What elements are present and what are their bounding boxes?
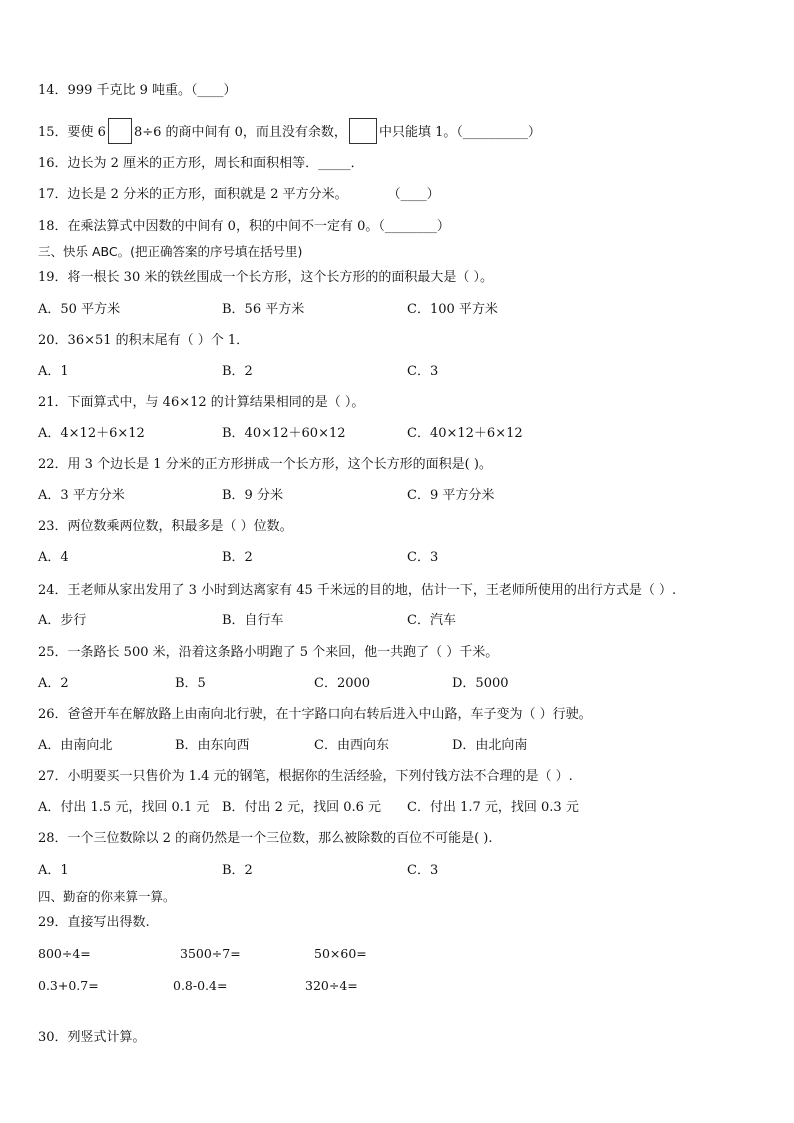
question-25: 25．一条路长 500 米，沿着这条路小明跑了 5 个来回，他一共跑了（ ）千米。 <box>38 645 499 660</box>
question-30: 30．列竖式计算。 <box>38 1030 146 1045</box>
q28-option-a: A．1 <box>38 863 69 878</box>
q21-option-c: C．40×12＋6×12 <box>407 426 523 441</box>
q18-blank: ________ <box>384 219 437 234</box>
q17-blank: （____） <box>387 187 440 202</box>
question-22: 22．用 3 个边长是 1 分米的正方形拼成一个长方形，这个长方形的面积是( )。 <box>38 457 492 472</box>
q19-option-a: A．50 平方米 <box>38 302 121 317</box>
q28-option-b: B．2 <box>222 863 253 878</box>
q26-option-c: C．由西向东 <box>314 738 389 753</box>
q18-end: ） <box>436 219 450 234</box>
q23-option-a: A．4 <box>38 550 69 565</box>
question-29: 29．直接写出得数. <box>38 915 150 930</box>
q20-option-a: A．1 <box>38 364 69 379</box>
q23-option-c: C．3 <box>407 550 439 565</box>
q23-option-b: B．2 <box>222 550 253 565</box>
question-23: 23．两位数乘两位数，积最多是（ ）位数。 <box>38 519 293 534</box>
q14-end: ） <box>223 83 237 98</box>
q15-text-b: 8÷6 的商中间有 0，而且没有余数， <box>133 125 347 140</box>
question-26: 26．爸爸开车在解放路上由南向北行驶，在十字路口向右转后进入中山路，车子变为（ ）行驶。 <box>38 707 592 722</box>
q27-option-b: B．付出 2 元，找回 0.6 元 <box>222 800 382 815</box>
q29-calc-1: 800÷4= <box>38 946 91 961</box>
q17-text: 17．边长是 2 分米的正方形，面积就是 2 平方分米。 <box>38 187 348 202</box>
q24-option-b: B．自行车 <box>222 613 284 628</box>
q29-calc-2: 3500÷7= <box>180 946 241 961</box>
q15-text-c: 中只能填 1。（ <box>378 125 463 140</box>
q15-text-a: 15．要使 6 <box>38 125 106 140</box>
q26-option-a: A．由南向北 <box>38 738 113 753</box>
q29-calc-4: 0.3+0.7= <box>38 978 99 993</box>
question-19: 19．将一根长 30 米的铁丝围成一个长方形，这个长方形的的面积最大是（ ）。 <box>38 270 493 285</box>
q16-blank: _____ <box>318 156 351 171</box>
section-4-heading: 四、勤奋的你来算一算。 <box>38 889 176 904</box>
q15-end: ） <box>527 125 541 140</box>
question-15 <box>38 118 541 144</box>
q28-option-c: C．3 <box>407 863 439 878</box>
q16-end: ． <box>350 156 364 171</box>
question-21: 21．下面算式中，与 46×12 的计算结果相同的是（ ）。 <box>38 395 365 410</box>
q24-option-a: A．步行 <box>38 613 87 628</box>
q24-option-c: C．汽车 <box>407 613 456 628</box>
q29-calc-6: 320÷4= <box>305 978 358 993</box>
question-28: 28．一个三位数除以 2 的商仍然是一个三位数，那么被除数的百位不可能是( ). <box>38 831 493 846</box>
q20-option-c: C．3 <box>407 364 439 379</box>
q29-calc-5: 0.8-0.4= <box>173 978 228 993</box>
q19-option-b: B．56 平方米 <box>222 302 305 317</box>
q21-option-b: B．40×12＋60×12 <box>222 426 346 441</box>
q25-option-b: B．5 <box>175 676 206 691</box>
q27-option-a: A．付出 1.5 元，找回 0.1 元 <box>38 800 210 815</box>
q22-option-a: A．3 平方分米 <box>38 488 125 503</box>
question-18 <box>38 218 450 236</box>
question-16 <box>38 155 364 173</box>
q19-option-c: C．100 平方米 <box>407 302 498 317</box>
q26-option-d: D．由北向南 <box>452 738 528 753</box>
q20-option-b: B．2 <box>222 364 253 379</box>
question-17 <box>38 186 440 204</box>
q22-option-c: C．9 平方分米 <box>407 488 495 503</box>
question-24: 24．王老师从家出发用了 3 小时到达离家有 45 千米远的目的地，估计一下，王老师所使用的出行方式是（ ）. <box>38 583 677 598</box>
q25-option-a: A．2 <box>38 676 69 691</box>
answer-box <box>349 118 377 144</box>
q25-option-c: C．2000 <box>314 676 371 691</box>
q16-text: 16．边长为 2 厘米的正方形，周长和面积相等． <box>38 156 319 171</box>
q14-text: 14．999 千克比 9 吨重。（ <box>38 83 198 98</box>
q15-blank: __________ <box>462 125 528 140</box>
q21-option-a: A．4×12＋6×12 <box>38 426 145 441</box>
q18-text: 18．在乘法算式中因数的中间有 0，积的中间不一定有 0。（ <box>38 219 385 234</box>
question-27: 27．小明要买一只售价为 1.4 元的钢笔，根据你的生活经验，下列付钱方法不合理的是（ ）. <box>38 769 573 784</box>
section-3-heading: 三、快乐 ABC。(把正确答案的序号填在括号里) <box>38 244 303 259</box>
q26-option-b: B．由东向西 <box>175 738 250 753</box>
question-20: 20．36×51 的积末尾有（ ）个 1． <box>38 333 250 348</box>
q29-calc-3: 50×60= <box>314 946 367 961</box>
q25-option-d: D．5000 <box>452 676 509 691</box>
q27-option-c: C．付出 1.7 元，找回 0.3 元 <box>407 800 579 815</box>
question-14 <box>38 82 237 100</box>
q14-blank: ____ <box>197 83 224 98</box>
answer-box <box>108 118 132 144</box>
q22-option-b: B．9 分米 <box>222 488 283 503</box>
